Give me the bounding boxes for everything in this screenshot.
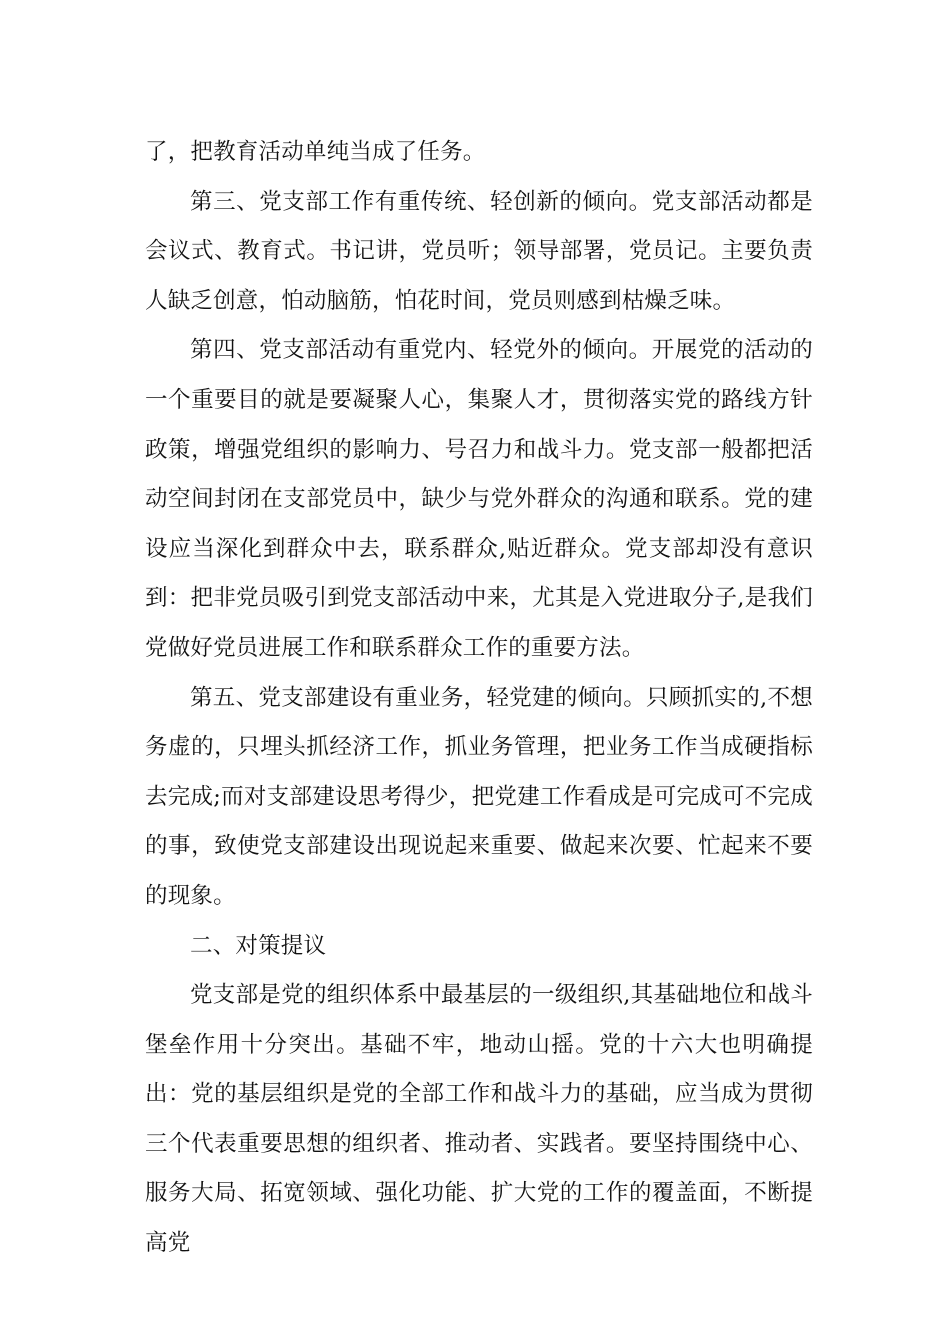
- paragraph-countermeasures-intro: 党支部是党的组织体系中最基层的一级组织,其基础地位和战斗堡垒作用十分突出。基础不牢，地动山摇。党的十六大也明确提出：党的基层组织是党的全部工作和战斗力的基础，应当成为贯彻三个代表重要思想的组织者、推动者、实践者。要坚持围绕中心、服务大局、拓宽领域、强化功能、扩大党的工作的覆盖面，不断提高党: [145, 982, 813, 1257]
- paragraph-fifth-point: 第五、党支部建设有重业务，轻党建的倾向。只顾抓实的,不想务虚的，只埋头抓经济工作，抓业务管理，把业务工作当成硬指标去完成;而对支部建设思考得少，把党建工作看成是可完成可不完成的事，致使党支部建设出现说起来重要、做起来次要、忙起来不要的现象。: [145, 684, 813, 909]
- paragraph-third-point: 第三、党支部工作有重传统、轻创新的倾向。党支部活动都是会议式、教育式。书记讲，党员听；领导部署，党员记。主要负责人缺乏创意，怕动脑筋，怕花时间，党员则感到枯燥乏味。: [145, 188, 813, 314]
- paragraph-fourth-point: 第四、党支部活动有重党内、轻党外的倾向。开展党的活动的一个重要目的就是要凝聚人心，集聚人才，贯彻落实党的路线方针政策，增强党组织的影响力、号召力和战斗力。党支部一般都把活动空间封闭在支部党员中，缺少与党外群众的沟通和联系。党的建设应当深化到群众中去，联系群众,贴近群众。党支部却没有意识到：把非党员吸引到党支部活动中来，尤其是入党进取分子,是我们党做好党员进展工作和联系群众工作的重要方法。: [145, 337, 813, 661]
- paragraph-continuation: 了，把教育活动单纯当成了任务。: [145, 139, 486, 165]
- body-text: [145, 128, 813, 1269]
- section-heading-countermeasures: 二、对策提议: [190, 932, 327, 959]
